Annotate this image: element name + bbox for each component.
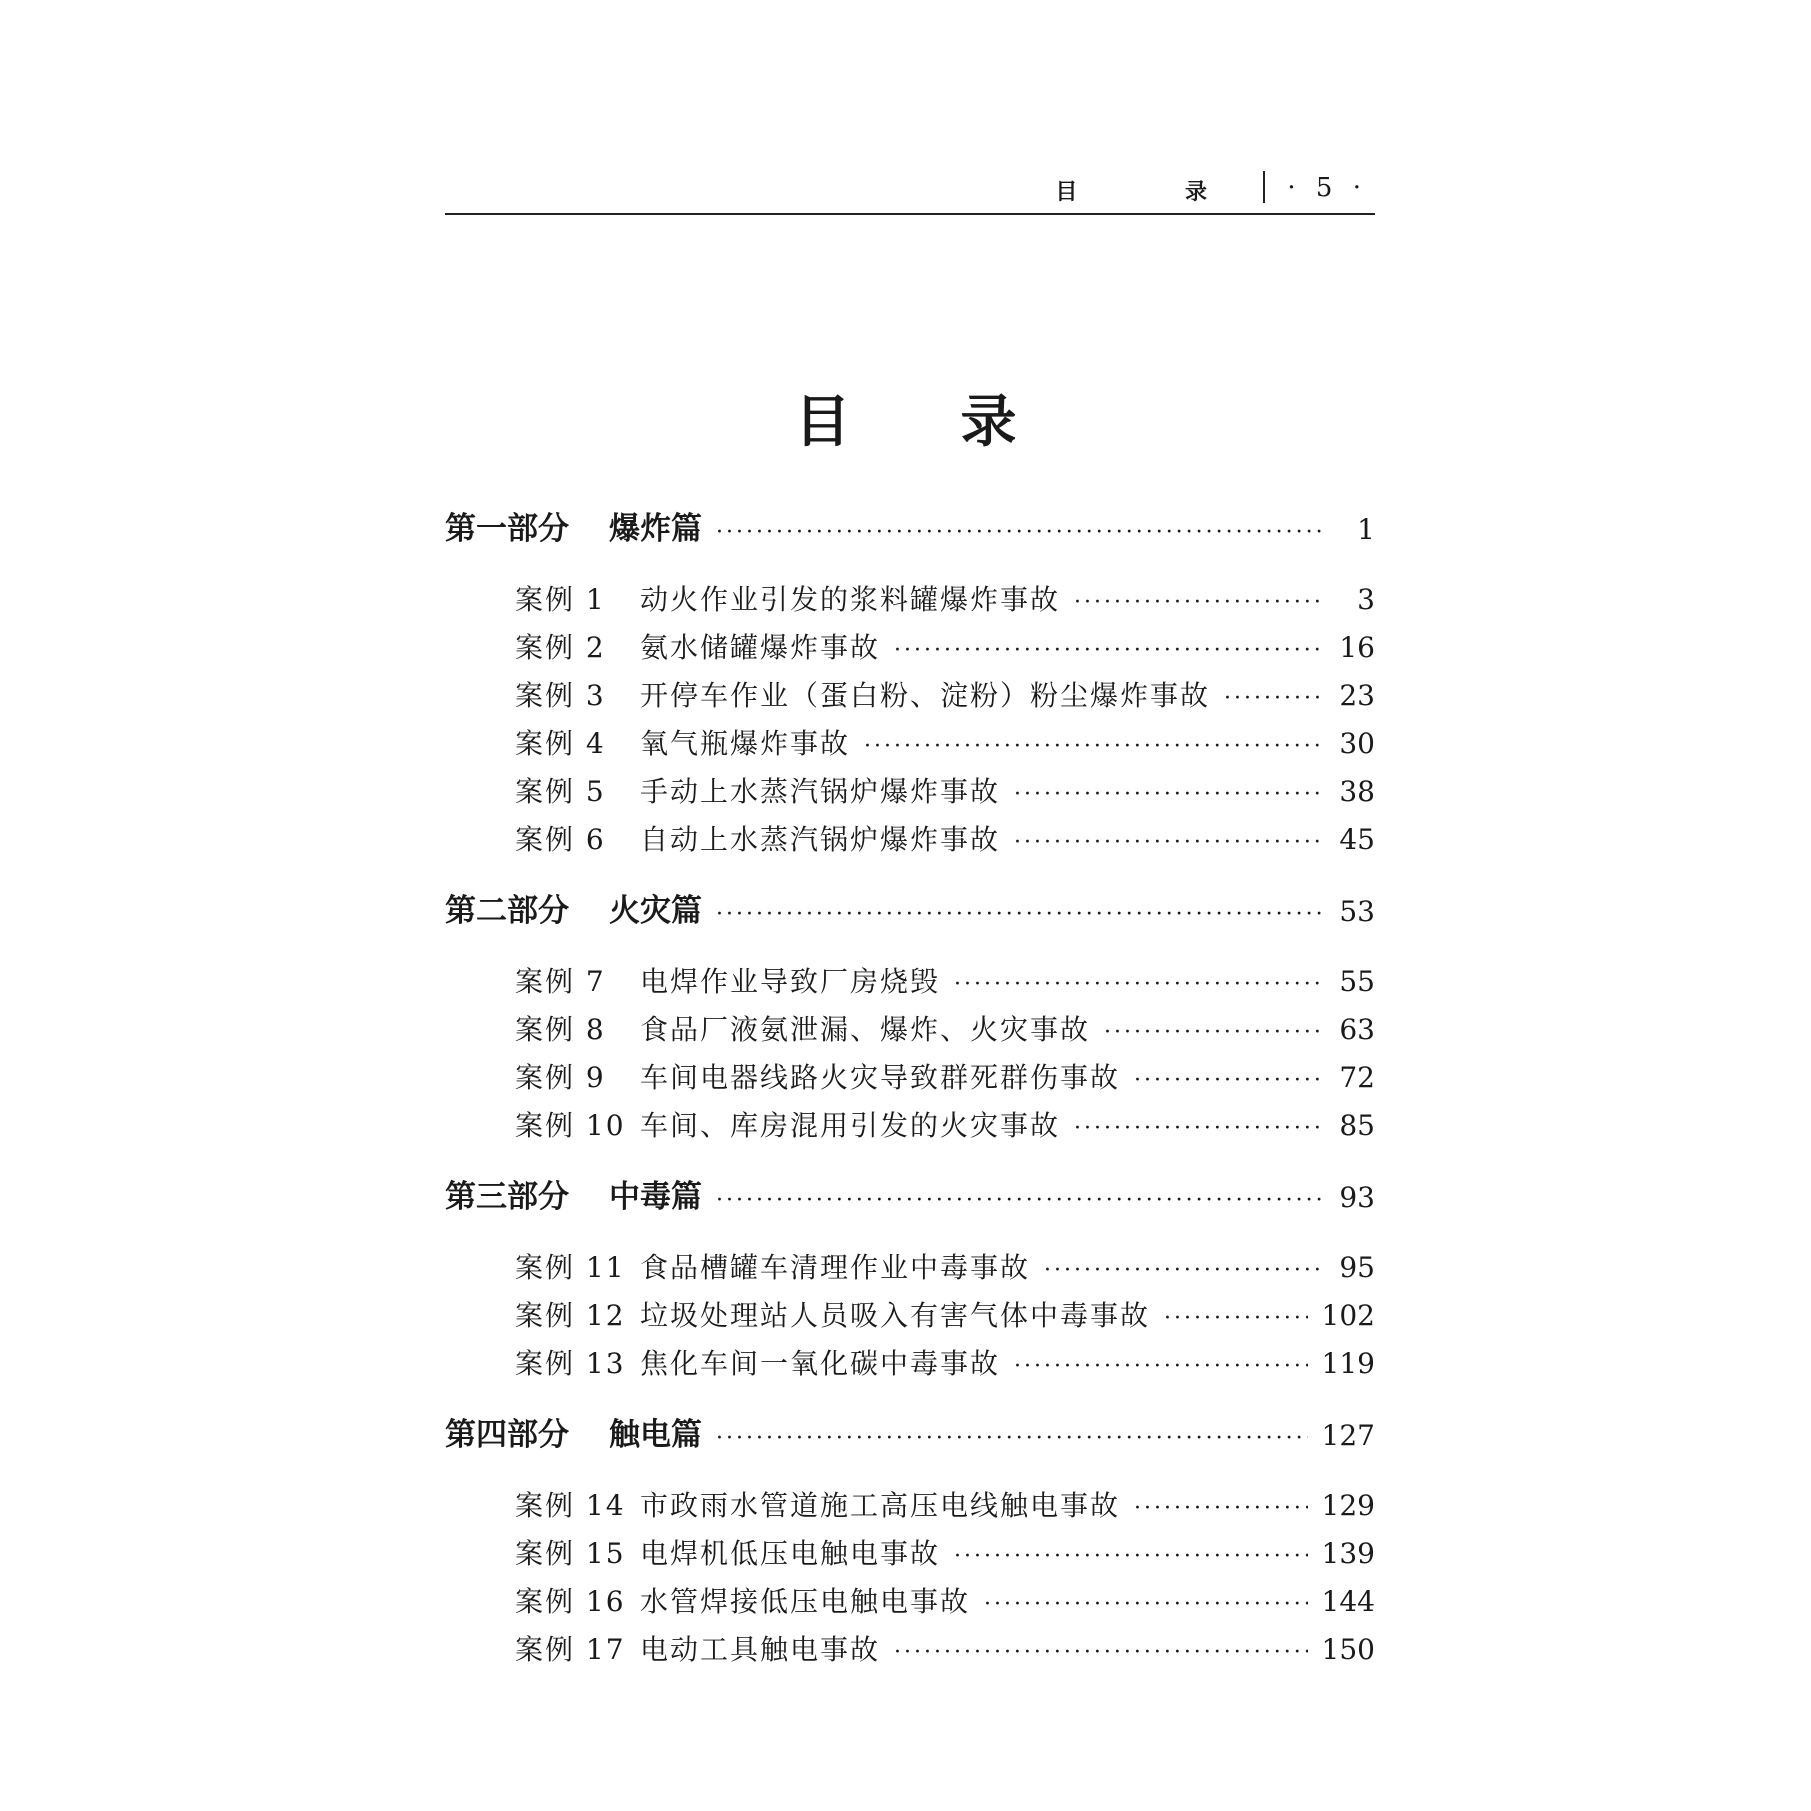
toc-case-6[interactable] bbox=[445, 816, 1375, 864]
case-title: 车间、库房混用引发的火灾事故 bbox=[640, 1109, 1061, 1142]
case-title: 电焊作业导致厂房烧毁 bbox=[640, 965, 941, 998]
dot-leader bbox=[1044, 1247, 1321, 1295]
case-title: 焦化车间一氧化碳中毒事故 bbox=[640, 1347, 1001, 1380]
case-label: 案例 2 bbox=[515, 631, 606, 664]
part-label: 第四部分 bbox=[445, 1417, 569, 1453]
case-title: 氧气瓶爆炸事故 bbox=[640, 727, 851, 760]
toc-case-10[interactable] bbox=[445, 1102, 1375, 1150]
case-title: 电动工具触电事故 bbox=[640, 1633, 881, 1666]
part-label: 第三部分 bbox=[445, 1179, 569, 1215]
toc-case-17[interactable] bbox=[445, 1626, 1375, 1674]
page-number: 23 bbox=[1339, 679, 1375, 712]
case-label: 案例 11 bbox=[515, 1251, 626, 1284]
toc-case-16[interactable] bbox=[445, 1578, 1375, 1626]
case-title: 水管焊接低压电触电事故 bbox=[640, 1585, 971, 1618]
running-header bbox=[445, 165, 1375, 215]
page-number: 144 bbox=[1321, 1585, 1375, 1618]
case-title: 电焊机低压电触电事故 bbox=[640, 1537, 941, 1570]
part-label: 第二部分 bbox=[445, 893, 569, 929]
toc-case-3[interactable] bbox=[445, 672, 1375, 720]
part-title: 中毒篇 bbox=[609, 1179, 702, 1215]
case-label: 案例 10 bbox=[515, 1109, 626, 1142]
case-label: 案例 8 bbox=[515, 1013, 606, 1046]
toc-case-12[interactable] bbox=[445, 1292, 1375, 1340]
toc-case-8[interactable] bbox=[445, 1006, 1375, 1054]
case-label: 案例 15 bbox=[515, 1537, 626, 1570]
page-number: 16 bbox=[1339, 631, 1375, 664]
dot-leader bbox=[716, 1415, 1308, 1463]
dot-leader bbox=[894, 627, 1321, 675]
dot-leader bbox=[716, 509, 1321, 557]
case-title: 手动上水蒸汽锅炉爆炸事故 bbox=[640, 775, 1001, 808]
case-title: 市政雨水管道施工高压电线触电事故 bbox=[640, 1489, 1121, 1522]
running-header-title: 目 录 bbox=[1055, 179, 1257, 205]
toc-title: 目录 bbox=[794, 390, 1127, 455]
part-title: 火灾篇 bbox=[609, 893, 702, 929]
page-number: 63 bbox=[1339, 1013, 1375, 1046]
page-number: 55 bbox=[1339, 965, 1375, 998]
dot-leader bbox=[954, 961, 1321, 1009]
toc-part-2[interactable] bbox=[445, 887, 1375, 935]
toc-part-4[interactable] bbox=[445, 1411, 1375, 1459]
page-number: 102 bbox=[1321, 1299, 1375, 1332]
dot-leader bbox=[1014, 771, 1321, 819]
case-title: 食品槽罐车清理作业中毒事故 bbox=[640, 1251, 1031, 1284]
page-number: 85 bbox=[1339, 1109, 1375, 1142]
page-number: 45 bbox=[1339, 823, 1375, 856]
toc-case-14[interactable] bbox=[445, 1482, 1375, 1530]
dot-leader bbox=[984, 1581, 1308, 1629]
case-title: 垃圾处理站人员吸入有害气体中毒事故 bbox=[640, 1299, 1151, 1332]
dot-leader bbox=[864, 723, 1321, 771]
dot-leader bbox=[1224, 675, 1321, 723]
case-label: 案例 17 bbox=[515, 1633, 626, 1666]
toc-case-4[interactable] bbox=[445, 720, 1375, 768]
page-number: 30 bbox=[1339, 727, 1375, 760]
page-number: 38 bbox=[1339, 775, 1375, 808]
case-title: 车间电器线路火灾导致群死群伤事故 bbox=[640, 1061, 1121, 1094]
dot-leader bbox=[1014, 819, 1321, 867]
table-of-contents bbox=[445, 505, 1375, 1674]
case-label: 案例 3 bbox=[515, 679, 606, 712]
part-title: 爆炸篇 bbox=[609, 511, 702, 547]
page-number: 150 bbox=[1321, 1633, 1375, 1666]
page-number: 95 bbox=[1339, 1251, 1375, 1284]
toc-case-15[interactable] bbox=[445, 1530, 1375, 1578]
case-label: 案例 9 bbox=[515, 1061, 606, 1094]
dot-leader bbox=[1134, 1057, 1321, 1105]
case-label: 案例 12 bbox=[515, 1299, 626, 1332]
case-title: 食品厂液氨泄漏、爆炸、火灾事故 bbox=[640, 1013, 1091, 1046]
page-number: 127 bbox=[1321, 1419, 1375, 1452]
case-title: 开停车作业（蛋白粉、淀粉）粉尘爆炸事故 bbox=[640, 679, 1211, 712]
case-label: 案例 6 bbox=[515, 823, 606, 856]
dot-leader bbox=[1164, 1295, 1308, 1343]
case-label: 案例 1 bbox=[515, 583, 606, 616]
dot-leader bbox=[1074, 579, 1321, 627]
page-number: 3 bbox=[1357, 583, 1375, 616]
dot-leader bbox=[1134, 1485, 1308, 1533]
toc-part-1[interactable] bbox=[445, 505, 1375, 553]
case-label: 案例 13 bbox=[515, 1347, 626, 1380]
part-title: 触电篇 bbox=[609, 1417, 702, 1453]
case-label: 案例 16 bbox=[515, 1585, 626, 1618]
toc-case-1[interactable] bbox=[445, 576, 1375, 624]
dot-leader bbox=[1014, 1343, 1308, 1391]
page-number: 93 bbox=[1339, 1181, 1375, 1214]
dot-leader bbox=[716, 1177, 1321, 1225]
dot-leader bbox=[1074, 1105, 1321, 1153]
toc-case-2[interactable] bbox=[445, 624, 1375, 672]
case-label: 案例 5 bbox=[515, 775, 606, 808]
running-header-divider bbox=[1263, 171, 1265, 203]
page-number: 53 bbox=[1339, 895, 1375, 928]
case-title: 自动上水蒸汽锅炉爆炸事故 bbox=[640, 823, 1001, 856]
case-label: 案例 4 bbox=[515, 727, 606, 760]
toc-case-9[interactable] bbox=[445, 1054, 1375, 1102]
page-number: 139 bbox=[1321, 1537, 1375, 1570]
case-title: 氨水储罐爆炸事故 bbox=[640, 631, 881, 664]
toc-case-5[interactable] bbox=[445, 768, 1375, 816]
page-number: 129 bbox=[1321, 1489, 1375, 1522]
dot-leader bbox=[716, 891, 1321, 939]
page-number: 1 bbox=[1357, 513, 1375, 546]
toc-case-13[interactable] bbox=[445, 1340, 1375, 1388]
case-label: 案例 14 bbox=[515, 1489, 626, 1522]
toc-case-11[interactable] bbox=[445, 1244, 1375, 1292]
case-title: 动火作业引发的浆料罐爆炸事故 bbox=[640, 583, 1061, 616]
case-label: 案例 7 bbox=[515, 965, 606, 998]
dot-leader bbox=[894, 1629, 1308, 1677]
dot-leader bbox=[954, 1533, 1308, 1581]
page-number: 119 bbox=[1321, 1347, 1375, 1380]
part-label: 第一部分 bbox=[445, 511, 569, 547]
page-number: 72 bbox=[1339, 1061, 1375, 1094]
dot-leader bbox=[1104, 1009, 1321, 1057]
toc-case-7[interactable] bbox=[445, 958, 1375, 1006]
running-header-page-number: · 5 · bbox=[1287, 173, 1367, 203]
toc-part-3[interactable] bbox=[445, 1173, 1375, 1221]
